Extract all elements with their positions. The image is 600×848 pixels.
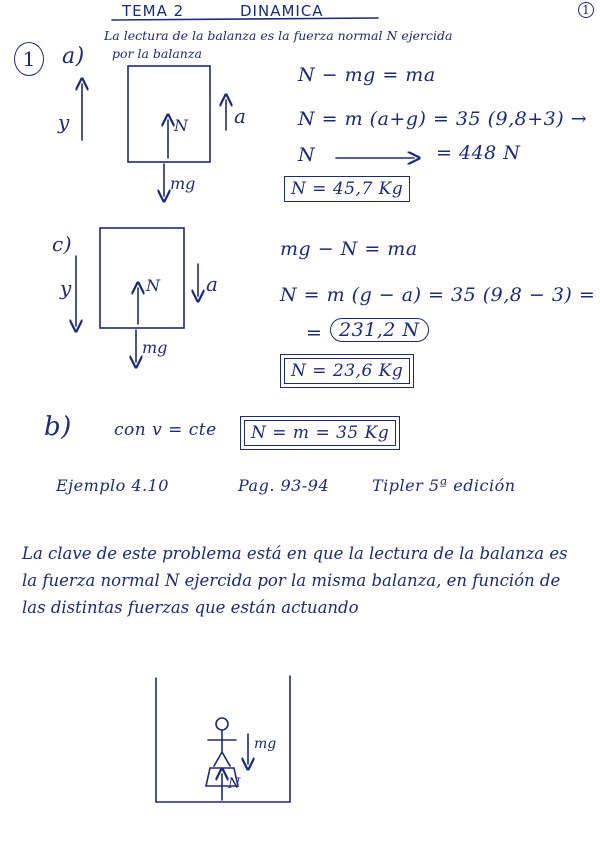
part-c-eq2: N = m (g − a) = 35 (9,8 − 3) = <box>280 284 596 306</box>
part-c-label: c) <box>52 232 73 256</box>
part-c-weight-label: mg <box>142 338 168 357</box>
header-title-right: DINAMICA <box>240 2 324 20</box>
part-c-eq3-prefix: = <box>306 322 323 344</box>
header-title-left: TEMA 2 <box>122 2 185 20</box>
reference-book: Tipler 5ª edición <box>372 476 516 495</box>
part-b-label: b) <box>44 412 72 442</box>
part-a-normal-label: N <box>174 116 188 135</box>
part-c-eq1: mg − N = ma <box>280 238 418 260</box>
person-body <box>208 730 236 766</box>
part-c-normal-label: N <box>146 276 160 295</box>
part-a-box <box>128 66 210 162</box>
explanation-text: La clave de este problema está en que la lectura de la balanza es la fuerza normal N ejercida por la misma balanza, en función de las distintas fuerzas que están actuando <box>22 544 568 617</box>
part-a-weight-label: mg <box>170 174 196 193</box>
part-a-eq2: N = m (a+g) = 35 (9,8+3) → <box>298 108 588 130</box>
person-head <box>216 718 228 730</box>
intro-note-line2: por la balanza <box>112 46 202 61</box>
part-b-condition: con v = cte <box>114 420 217 440</box>
part-a-eq1: N − mg = ma <box>298 64 436 86</box>
reference-pages: Pag. 93-94 <box>238 476 330 495</box>
part-c-axis-label: y <box>60 276 72 300</box>
bottom-weight-label: mg <box>254 736 277 752</box>
part-a-axis-label: y <box>58 110 70 134</box>
problem-number: 1 <box>14 42 44 76</box>
part-a-accel-label: a <box>234 104 246 128</box>
part-a-eq3-left: N <box>298 144 316 166</box>
page-number: 1 <box>578 2 594 18</box>
bottom-normal-label: N <box>228 776 241 792</box>
part-c-eq3-value: 231,2 N <box>330 318 429 342</box>
intro-note-line1: La lectura de la balanza es la fuerza normal N ejercida <box>104 28 453 43</box>
part-c-accel-label: a <box>206 272 218 296</box>
part-b-result: N = m = 35 Kg <box>244 420 396 446</box>
part-c-box <box>100 228 184 328</box>
part-c-result: N = 23,6 Kg <box>284 358 410 384</box>
part-a-eq3-right: = 448 N <box>436 142 521 164</box>
reference-example: Ejemplo 4.10 <box>56 476 169 495</box>
header-underline <box>112 18 378 20</box>
part-a-result: N = 45,7 Kg <box>284 176 410 202</box>
part-a-label: a) <box>62 44 85 69</box>
elevator-walls <box>156 676 290 802</box>
